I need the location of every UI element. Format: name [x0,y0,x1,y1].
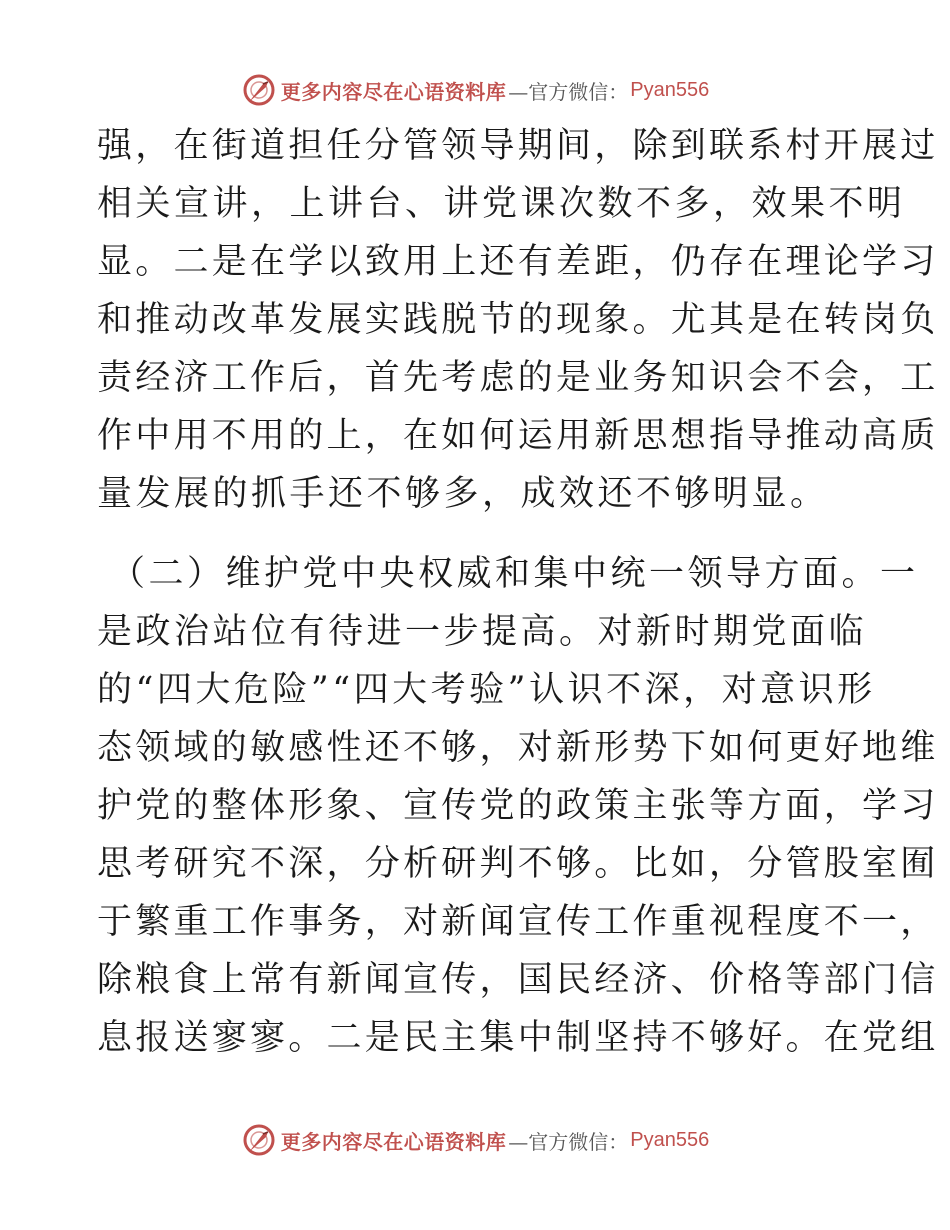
header-watermark [0,70,950,110]
body-line: 相关宣讲，上讲台、讲党课次数不多，效果不明 [97,184,906,224]
body-line: 强，在街道担任分管领导期间，除到联系村开展过 [97,126,939,166]
body-line: 责经济工作后，首先考虑的是业务知识会不会，工 [97,358,939,398]
body-line: 和推动改革发展实践脱节的现象。尤其是在转岗负 [97,300,939,340]
watermark-separator: —官方微信： [508,79,629,104]
body-line: 作中用不用的上，在如何运用新思想指导推动高质 [97,416,939,456]
body-line: 态领域的敏感性还不够，对新形势下如何更好地维 [97,728,939,768]
pen-nib-logo-icon [241,1122,277,1158]
watermark-wechat-id: Pyan556 [630,1128,710,1151]
body-line: 除粮食上常有新闻宣传，国民经济、价格等部门信 [97,960,939,1000]
body-line: 思考研究不深，分析研判不够。比如，分管股室囿 [97,844,939,884]
watermark-wechat-id: Pyan556 [630,78,710,101]
body-line: 于繁重工作事务，对新闻宣传工作重视程度不一， [97,902,939,942]
body-line: 的“四大危险”“四大考验”认识不深，对意识形 [97,670,876,710]
watermark-text: 更多内容尽在心语资料库 [280,79,507,104]
watermark-text: 更多内容尽在心语资料库 [280,1129,507,1154]
body-line: 量发展的抓手还不够多，成效还不够明显。 [97,474,829,514]
body-line: 是政治站位有待进一步提高。对新时期党面临 [97,612,868,652]
body-line: 护党的整体形象、宣传党的政策主张等方面，学习 [97,786,939,826]
body-line: （二）维护党中央权威和集中统一领导方面。一 [110,554,919,594]
pen-nib-logo-icon [241,72,277,108]
body-line: 息报送寥寥。二是民主集中制坚持不够好。在党组 [97,1018,939,1058]
footer-watermark [0,1120,950,1160]
body-line: 显。二是在学以致用上还有差距，仍存在理论学习 [97,242,939,282]
watermark-separator: —官方微信： [508,1129,629,1154]
